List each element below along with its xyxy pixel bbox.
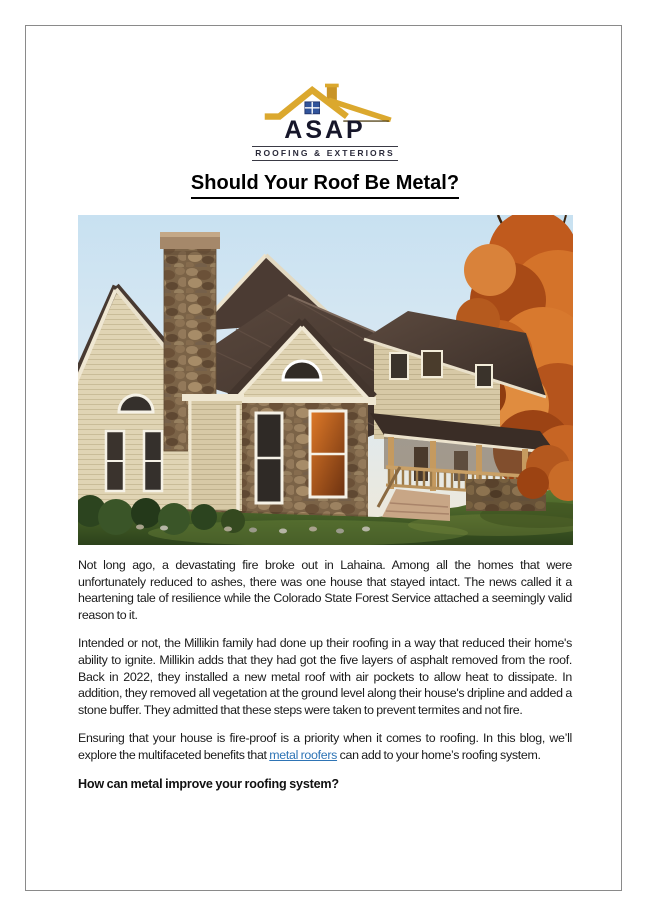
- logo-tagline: ROOFING & EXTERIORS: [252, 146, 398, 161]
- article-body: [78, 557, 572, 804]
- article-title: Should Your Roof Be Metal?: [0, 172, 650, 199]
- paragraph-2: Intended or not, the Millikin family had done up their roofing in a way that reduced their home's ability to ignite. Millikin adds that they had got the five layers of asphalt removed from the roof. Back in 2022, they installed a new metal roof with air pockets to allow heat to dissipate. In addition, they removed all vegetation at the ground level along their house's dripline and added a stone buffer. They admitted that these steps were taken to prevent termites and not fire.: [78, 636, 572, 717]
- metal-roofers-link[interactable]: metal roofers: [269, 747, 338, 762]
- section-subheading: How can metal improve your roofing system?: [78, 776, 339, 791]
- stone-bay: [242, 403, 368, 521]
- company-logo: [245, 80, 405, 161]
- paragraph-3-pre: Ensuring that your house is fire-proof is a priority when it comes to roofing. In this blog, we’ll explore the multifaceted benefits that: [78, 731, 572, 762]
- logo-company-name: ASAP: [284, 116, 366, 144]
- paragraph-3: [78, 730, 572, 763]
- paragraph-1: Not long ago, a devastating fire broke out in Lahaina. Among all the homes that were unfortunately reduced to ashes, there was one house that stayed intact. The news called it a heartening tale of resilience while the Colorado State Forest Service attached a seemingly valid reason to it.: [78, 558, 572, 622]
- article-hero-image: [78, 215, 573, 545]
- paragraph-3-post: can add to your home’s roofing system.: [337, 747, 541, 762]
- house-photo-illustration: [78, 215, 573, 545]
- side-wall: [182, 394, 244, 521]
